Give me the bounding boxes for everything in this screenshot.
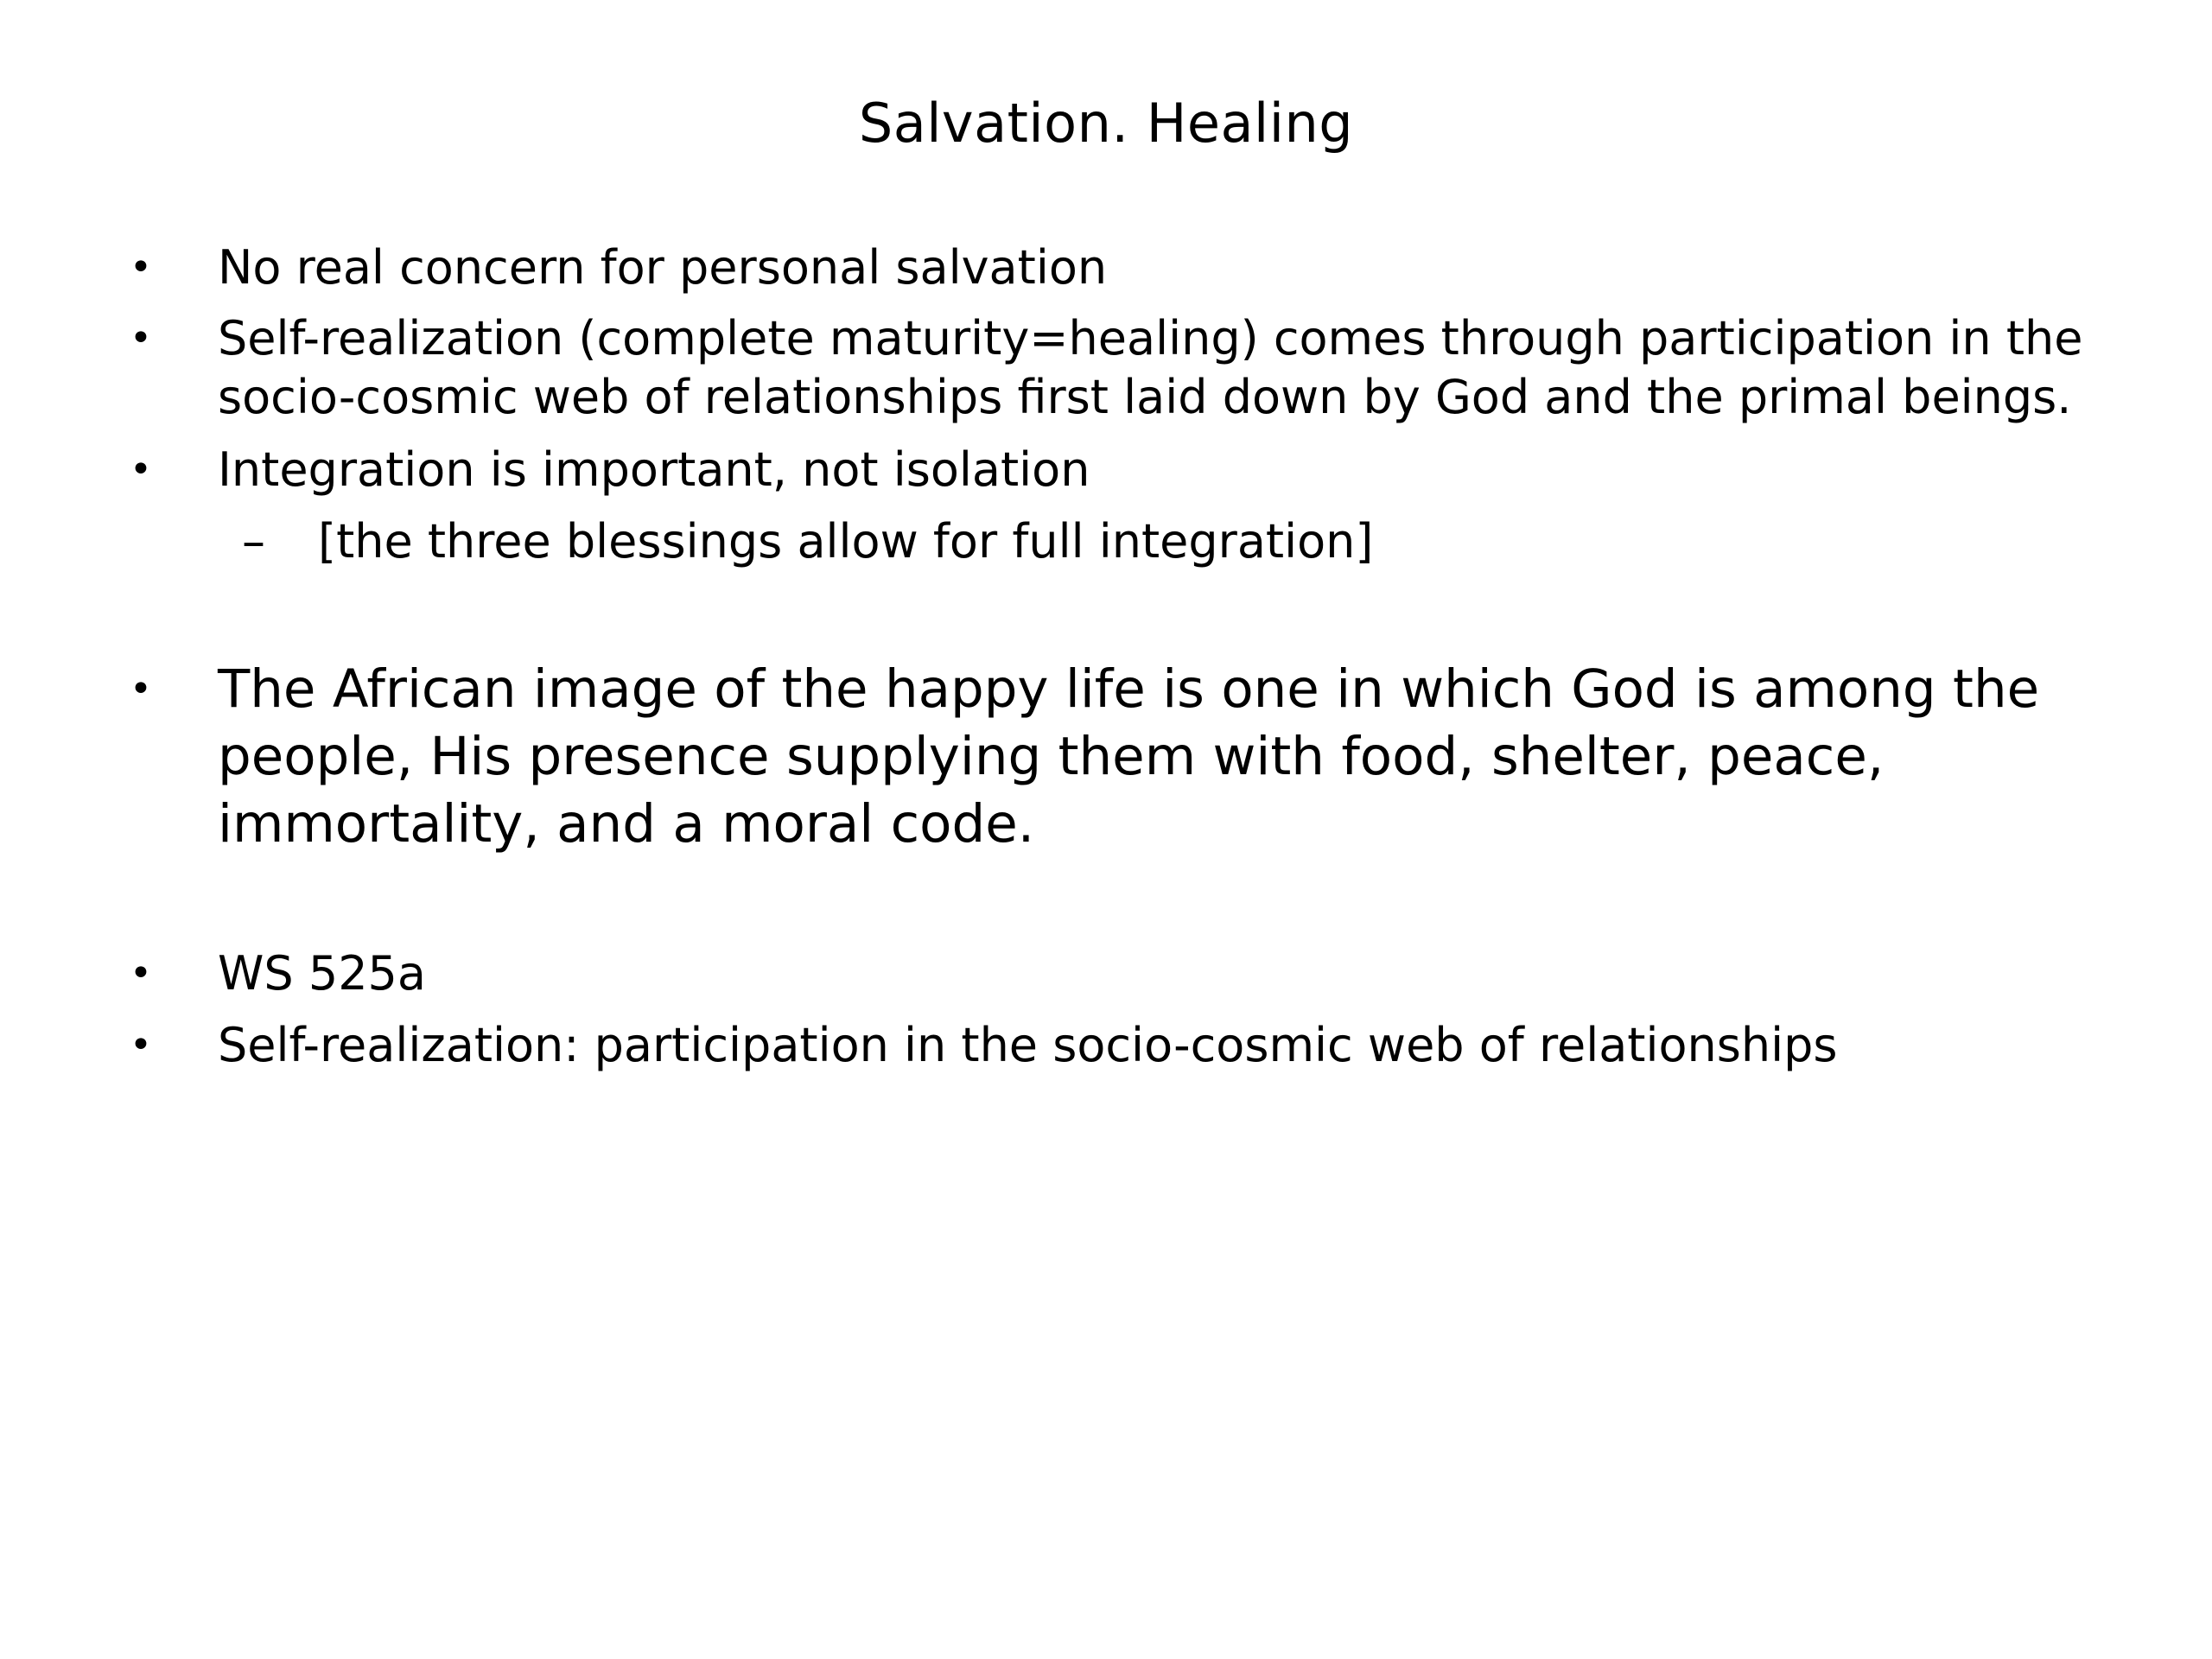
bullet-icon: • bbox=[130, 951, 152, 995]
bullet-text bbox=[218, 441, 2119, 499]
bullet-line: Self-realization (complete maturity=healing) comes through participation in the bbox=[218, 311, 2083, 365]
bullet-text bbox=[218, 238, 2119, 297]
bullet-icon: • bbox=[130, 316, 152, 360]
bullet-icon: • bbox=[130, 448, 152, 492]
bullet-text bbox=[218, 309, 2119, 427]
bullet-line: socio-cosmic web of relationships first laid down by God and the primal beings. bbox=[218, 370, 2072, 424]
bullet-line: WS 525a bbox=[218, 946, 426, 1001]
bullet-line: Self-realization: participation in the socio-cosmic web of relationships bbox=[218, 1018, 1838, 1072]
bullet-text bbox=[218, 656, 2119, 858]
bullet-text bbox=[218, 1016, 2119, 1075]
slide-title: Salvation. Healing bbox=[858, 92, 1354, 155]
dash-icon: – bbox=[242, 514, 265, 569]
bullet-line: Integration is important, not isolation bbox=[218, 442, 1090, 497]
bullet-line: immortality, and a moral code. bbox=[218, 793, 1035, 855]
bullet-line: No real concern for personal salvation bbox=[218, 240, 1108, 295]
sub-bullet-text: [the three blessings allow for full integration] bbox=[318, 514, 1374, 569]
bullet-line: The African image of the happy life is one in which God is among the bbox=[218, 658, 2040, 720]
bullet-icon: • bbox=[130, 667, 152, 711]
bullet-icon: • bbox=[130, 245, 152, 289]
bullet-text bbox=[218, 944, 2119, 1003]
bullet-icon: • bbox=[130, 1023, 152, 1067]
bullet-line: people, His presence supplying them with food, shelter, peace, bbox=[218, 726, 1885, 787]
